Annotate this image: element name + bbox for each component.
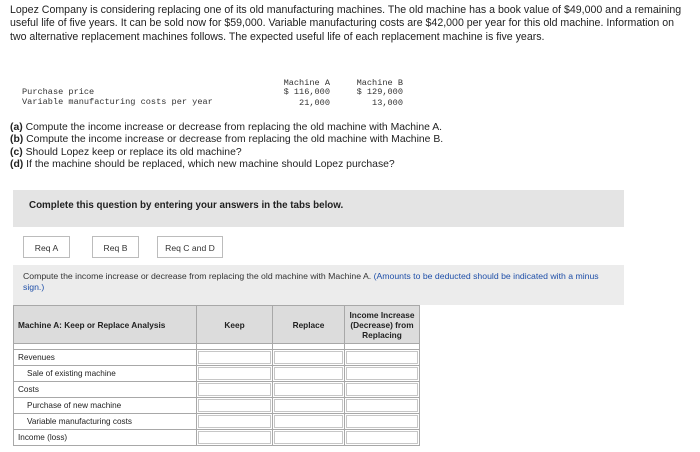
keep-input[interactable] [197, 350, 273, 366]
row-label: Purchase of new machine [14, 398, 197, 414]
machine-a-variable-costs: 21,000 [299, 98, 330, 108]
replace-input[interactable] [273, 382, 345, 398]
row-label: Variable manufacturing costs [14, 414, 197, 430]
machine-b-variable-costs: 13,000 [372, 98, 403, 108]
difference-input[interactable] [345, 414, 420, 430]
tab-req-c-and-d[interactable]: Req C and D [157, 236, 223, 258]
variable-costs-label: Variable manufacturing costs per year [22, 97, 213, 107]
problem-intro: Lopez Company is considering replacing one of its old manufacturing machines. The old machine has a book value of $49,000 and a remaining useful life of five years. It can be sold now for $59,000. Variable manufacturing costs are $42,000 per year for this old machine. Information on two alternative replacement machines follows. The expected useful life of each replacement machine is five years. [10, 4, 682, 43]
replace-header: Replace [273, 306, 345, 344]
row-label: Costs [14, 382, 197, 398]
difference-input[interactable] [345, 430, 420, 446]
row-label: Revenues [14, 350, 197, 366]
replace-input[interactable] [273, 366, 345, 382]
replace-input[interactable] [273, 430, 345, 446]
machine-b-price: $ 129,000 [356, 87, 403, 97]
instruction-text: Compute the income increase or decrease from replacing the old machine with Machine A. [23, 271, 372, 281]
keep-input[interactable] [197, 382, 273, 398]
income-increase-header: Income Increase (Decrease) from Replacing [345, 306, 420, 344]
difference-input[interactable] [345, 366, 420, 382]
analysis-header: Machine A: Keep or Replace Analysis [14, 306, 197, 344]
keep-input[interactable] [197, 430, 273, 446]
keep-header: Keep [197, 306, 273, 344]
machine-a-price: $ 116,000 [283, 87, 330, 97]
questions-list [10, 122, 443, 172]
keep-input[interactable] [197, 366, 273, 382]
question-d: (d) If the machine should be replaced, which new machine should Lopez purchase? [10, 159, 395, 171]
question-c: (c) Should Lopez keep or replace its old machine? [10, 146, 242, 158]
replace-input[interactable] [273, 414, 345, 430]
machine-a-header: Machine A [283, 78, 330, 88]
instructions-banner: Complete this question by entering your answers in the tabs below. [13, 190, 624, 227]
row-label: Income (loss) [14, 430, 197, 446]
difference-input[interactable] [345, 350, 420, 366]
question-a: (a) Compute the income increase or decrease from replacing the old machine with Machine A. [10, 122, 443, 133]
table-row [14, 366, 420, 382]
keep-input[interactable] [197, 414, 273, 430]
machine-b-header: Machine B [356, 78, 403, 88]
replace-input[interactable] [273, 398, 345, 414]
table-row [14, 430, 420, 446]
row-label: Sale of existing machine [14, 366, 197, 382]
table-row [14, 414, 420, 430]
instruction-note: (Amounts to be deducted should be indicated with a minus sign.) [23, 271, 599, 292]
table-row [14, 398, 420, 414]
requirement-instruction-panel [13, 265, 624, 305]
question-b: (b) Compute the income increase or decrease from replacing the old machine with Machine B. [10, 134, 444, 146]
difference-input[interactable] [345, 398, 420, 414]
purchase-price-label: Purchase price [22, 87, 95, 97]
keep-or-replace-table [13, 305, 420, 446]
tab-req-b[interactable]: Req B [92, 236, 139, 258]
table-row [14, 350, 420, 366]
table-row [14, 382, 420, 398]
difference-input[interactable] [345, 382, 420, 398]
replace-input[interactable] [273, 350, 345, 366]
tab-req-a[interactable]: Req A [23, 236, 70, 258]
keep-input[interactable] [197, 398, 273, 414]
